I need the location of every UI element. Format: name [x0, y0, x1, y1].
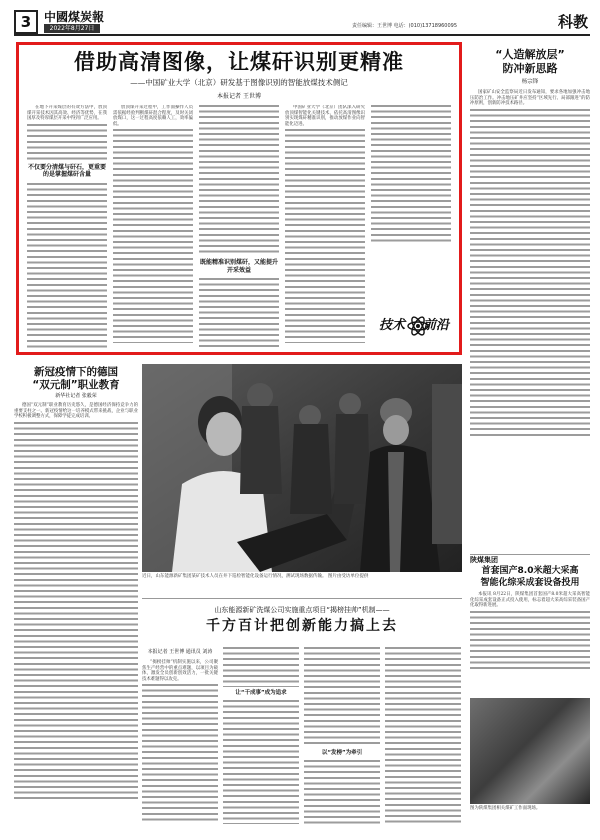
mine-scene-illustration: [142, 364, 462, 572]
feature-subhead: 既能精准识别煤矸，又能提升开采效益: [199, 259, 278, 274]
feature-subtitle: ——中国矿业大学（北京）研发基于图像识别的智能放煤技术侧记: [130, 78, 348, 87]
feature-byline: 本报记者 王世博: [217, 93, 261, 100]
text-block: [470, 611, 590, 671]
text-block: [113, 129, 193, 343]
feature-column-2: [113, 105, 193, 349]
text-block: [199, 278, 279, 349]
commentary-article[interactable]: [470, 42, 590, 474]
commentary-title-line2: 防冲新思路: [502, 62, 558, 75]
bottom-article-author: 本报记者 王世博 通讯员 刘涛: [147, 649, 213, 655]
bottom-article-headline: 千方百计把创新能力搞上去: [206, 618, 398, 634]
editor-line: 责任编辑：王世博 电话：(010)13718960095: [352, 23, 458, 29]
newspaper-brand: 中國煤炭報: [44, 10, 105, 24]
bottom-article-kicker: 山东能源新矿洗煤公司实施重点项目“揭榜挂帅”机制——: [214, 606, 390, 614]
main-photo: [142, 364, 462, 572]
text-block: [27, 124, 107, 160]
section-name: 科教: [557, 13, 588, 31]
text-block: [27, 183, 107, 349]
news-brief[interactable]: [470, 554, 590, 692]
feature-body: [27, 105, 453, 349]
feature-paragraph: 在地下开采煤层的有效方法中，放顶煤开采技术因其高效、经济等优势，在我国厚及特厚煤层开采中得到广泛应用。: [27, 105, 107, 122]
commentary-title-line1: “人造解放层”: [495, 48, 565, 61]
main-photo-caption: 近日，山东能源新矿集团某矿技术人员在井下巡检智能化设备运行情况，测试现场数据传输。 图片由受访单位提供: [142, 574, 369, 579]
text-block: [223, 700, 299, 824]
masthead: [14, 10, 590, 36]
left-article-paragraph: 德国“双元制”职业教育历史悠久，是德国经济保持竞争力的重要支柱之一。新冠疫情给这一培养模式带来挑战，企业与职业学校积极调整方式，保障学徒完成培训。: [14, 403, 138, 420]
feature-column-3: [199, 105, 279, 349]
text-block: [223, 647, 299, 687]
news-brief-photo-caption: 图为陕煤集团相关煤矿工作面现场。: [470, 806, 541, 811]
news-brief-title-line1: 首套国产8.0米超大采高: [481, 566, 579, 576]
bottom-article-paragraph: “揭榜挂帅”机制实施以来，公司聚焦生产经营中的重点难题，以项目为载体，激发全员创新创效活力，一批关键技术难题得以攻克。: [142, 660, 218, 682]
bottom-column-3: [304, 647, 380, 824]
feature-subhead: 不仅要分清煤与矸石，更重要的是掌握煤矸含量: [27, 163, 106, 179]
left-article-title-line2: “双元制”职业教育: [32, 379, 120, 391]
bottom-subhead: 以“发榜”为牵引: [321, 750, 363, 756]
commentary-author: 杨宗锋: [521, 79, 539, 85]
text-block: [304, 760, 380, 824]
news-brief-title-line2: 智能化综采成套设备投用: [480, 578, 580, 588]
right-column: [470, 42, 590, 822]
commentary-paragraph: 国家矿山安全监察局近日发布通知，要求各地加强冲击地压防治工作。冲击地压矿井应坚持“区域先行、局部跟进”的防冲原则，创新防冲技术路径。: [470, 90, 590, 107]
page-number: 3: [14, 10, 38, 34]
news-brief-text: 本报讯 8月22日，陕煤集团首套国产8.0米超大采高智能化综采成套设备正式投入使用，标志着超大采高综采装备国产化取得新进展。: [470, 592, 590, 609]
text-block: [199, 105, 279, 255]
bottom-article[interactable]: [142, 598, 462, 824]
bottom-column-1: [142, 647, 218, 824]
logo-text-tech: 技术: [379, 318, 406, 333]
left-article-title-line1: 新冠疫情下的德国: [34, 366, 118, 378]
news-brief-tag: 陕煤集团: [470, 556, 498, 564]
feature-paragraph: 放顶煤开采过程中，工作面操作人员需依据经验判断煤矸混合程度，及时关闭放煤口，这一过程高度依赖人工，效率偏低。: [113, 105, 193, 127]
news-brief-photo: [470, 698, 590, 804]
issue-date: 2022年8月27日: [44, 24, 100, 33]
text-block: [142, 684, 218, 824]
logo-text-frontier: 前沿: [423, 318, 450, 333]
feature-column-1: [27, 105, 107, 349]
feature-headline: 借助高清图像，让煤矸识别更精准: [74, 50, 404, 74]
text-block: [470, 109, 590, 439]
left-article-author: 新华社记者 张毅荣: [55, 393, 97, 399]
tech-frontier-logo: [379, 310, 461, 342]
feature-paragraph: 中国矿业大学（北京）团队深入研究放顶煤智能化关键技术，依托高清图像识别实现煤矸精准识别，推动放煤作业向智能化迈进。: [285, 105, 365, 127]
bottom-column-4: [385, 647, 461, 824]
bottom-article-body: [142, 647, 462, 824]
feature-column-4: [285, 105, 365, 349]
text-block: [371, 105, 451, 245]
text-block: [304, 647, 380, 747]
left-article[interactable]: [14, 362, 138, 822]
text-block: [285, 129, 365, 343]
bottom-subhead: 让“干成事”成为追求: [235, 690, 287, 696]
bottom-column-2: [223, 647, 299, 824]
text-block: [14, 422, 138, 802]
text-block: [385, 647, 461, 824]
featured-article[interactable]: [16, 42, 462, 355]
